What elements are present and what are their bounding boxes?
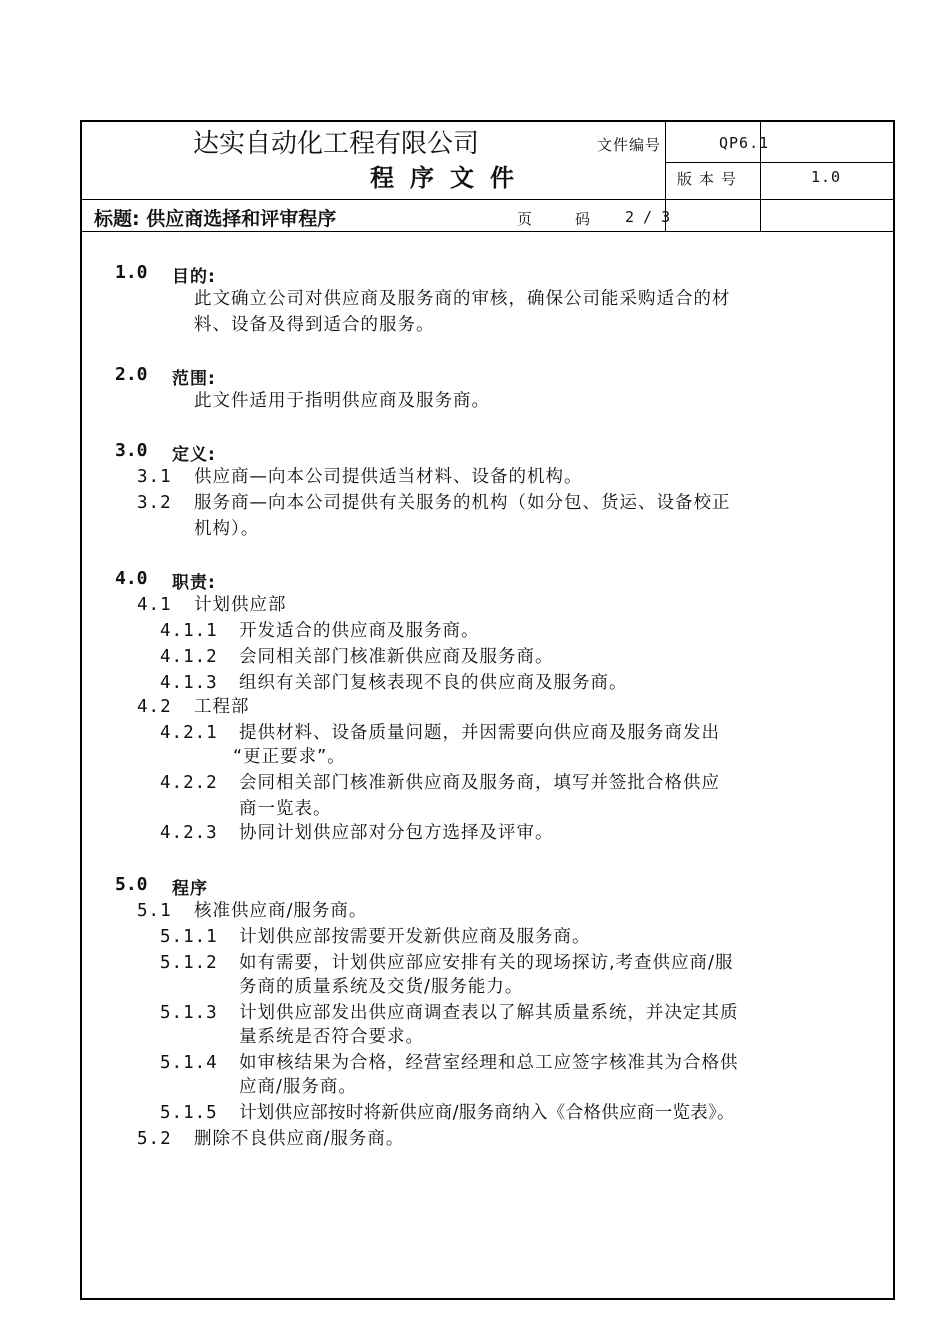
- item-text: 计划供应部按需要开发新供应商及服务商。: [239, 927, 591, 947]
- item-text-cont: 机构）。: [194, 519, 260, 539]
- page-number: 2 / 3: [625, 208, 671, 226]
- item-text: 工程部: [194, 697, 250, 717]
- section-title: 范围:: [172, 369, 216, 389]
- item-text-cont: 应商/服务商。: [239, 1077, 357, 1097]
- item-text: 提供材料、设备质量问题，并因需要向供应商及服务商发出: [239, 723, 720, 743]
- body-line: 此文确立公司对供应商及服务商的审核，确保公司能采购适合的材: [194, 289, 731, 309]
- item-number: 3.2: [137, 493, 172, 513]
- version-label: 版本号: [677, 170, 744, 188]
- body-line: 此文件适用于指明供应商及服务商。: [194, 391, 490, 411]
- item-number: 4.1: [137, 595, 172, 615]
- item-text: 如审核结果为合格，经营室经理和总工应签字核准其为合格供: [239, 1053, 739, 1073]
- section-title: 职责:: [172, 573, 216, 593]
- section-title: 目的:: [172, 267, 216, 287]
- header-divider: [81, 199, 894, 200]
- doc-no-label: 文件编号: [597, 136, 662, 154]
- item-number: 4.2.2: [160, 773, 218, 793]
- item-text: 组织有关部门复核表现不良的供应商及服务商。: [239, 673, 628, 693]
- item-number: 4.1.2: [160, 647, 218, 667]
- item-number: 5.1.5: [160, 1103, 218, 1123]
- item-number: 5.1.3: [160, 1003, 218, 1023]
- item-number: 5.1.1: [160, 927, 218, 947]
- item-number: 3.1: [137, 467, 172, 487]
- item-text-cont: 商一览表。: [239, 799, 332, 819]
- item-text: 会同相关部门核准新供应商及服务商，填写并签批合格供应: [239, 773, 720, 793]
- item-number: 5.1.4: [160, 1053, 218, 1073]
- item-number: 4.2.3: [160, 823, 218, 843]
- page-label: 页: [517, 210, 533, 228]
- item-text: 计划供应部按时将新供应商/服务商纳入《合格供应商一览表》。: [239, 1103, 735, 1123]
- body-line: 料、设备及得到适合的服务。: [194, 315, 435, 335]
- item-number: 4.1.3: [160, 673, 218, 693]
- section-number: 5.0: [115, 874, 148, 895]
- document-type: 程序文件: [370, 164, 530, 192]
- item-text: 计划供应部发出供应商调查表以了解其质量系统，并决定其质: [239, 1003, 739, 1023]
- header-divider: [81, 231, 894, 232]
- item-text: 如有需要，计划供应部应安排有关的现场探访,考查供应商/服: [239, 953, 734, 973]
- section-number: 1.0: [115, 262, 148, 283]
- document-title: 标题: 供应商选择和评审程序: [94, 208, 337, 230]
- item-number: 5.1: [137, 901, 172, 921]
- section-number: 2.0: [115, 364, 148, 385]
- item-text: 核准供应商/服务商。: [194, 901, 368, 921]
- section-number: 3.0: [115, 440, 148, 461]
- header-divider: [665, 162, 894, 163]
- page-label: 码: [575, 210, 591, 228]
- item-text: 协同计划供应部对分包方选择及评审。: [239, 823, 554, 843]
- company-name: 达实自动化工程有限公司: [193, 129, 480, 159]
- item-text-cont: “更正要求”。: [233, 747, 346, 767]
- doc-no-value: QP6.1: [719, 134, 770, 152]
- item-number: 4.2: [137, 697, 172, 717]
- item-number: 4.2.1: [160, 723, 218, 743]
- item-text-cont: 务商的质量系统及交货/服务能力。: [239, 977, 524, 997]
- section-number: 4.0: [115, 568, 148, 589]
- item-text: 计划供应部: [194, 595, 287, 615]
- item-text: 供应商—向本公司提供适当材料、设备的机构。: [194, 467, 583, 487]
- item-text: 会同相关部门核准新供应商及服务商。: [239, 647, 554, 667]
- version-value: 1.0: [811, 168, 842, 186]
- item-text: 服务商—向本公司提供有关服务的机构（如分包、货运、设备校正: [194, 493, 731, 513]
- item-number: 5.2: [137, 1129, 172, 1149]
- item-text-cont: 量系统是否符合要求。: [239, 1027, 424, 1047]
- section-title: 定义:: [172, 445, 216, 465]
- item-text: 删除不良供应商/服务商。: [194, 1129, 405, 1149]
- item-number: 5.1.2: [160, 953, 218, 973]
- section-title: 程序: [172, 879, 208, 899]
- item-number: 4.1.1: [160, 621, 218, 641]
- item-text: 开发适合的供应商及服务商。: [239, 621, 480, 641]
